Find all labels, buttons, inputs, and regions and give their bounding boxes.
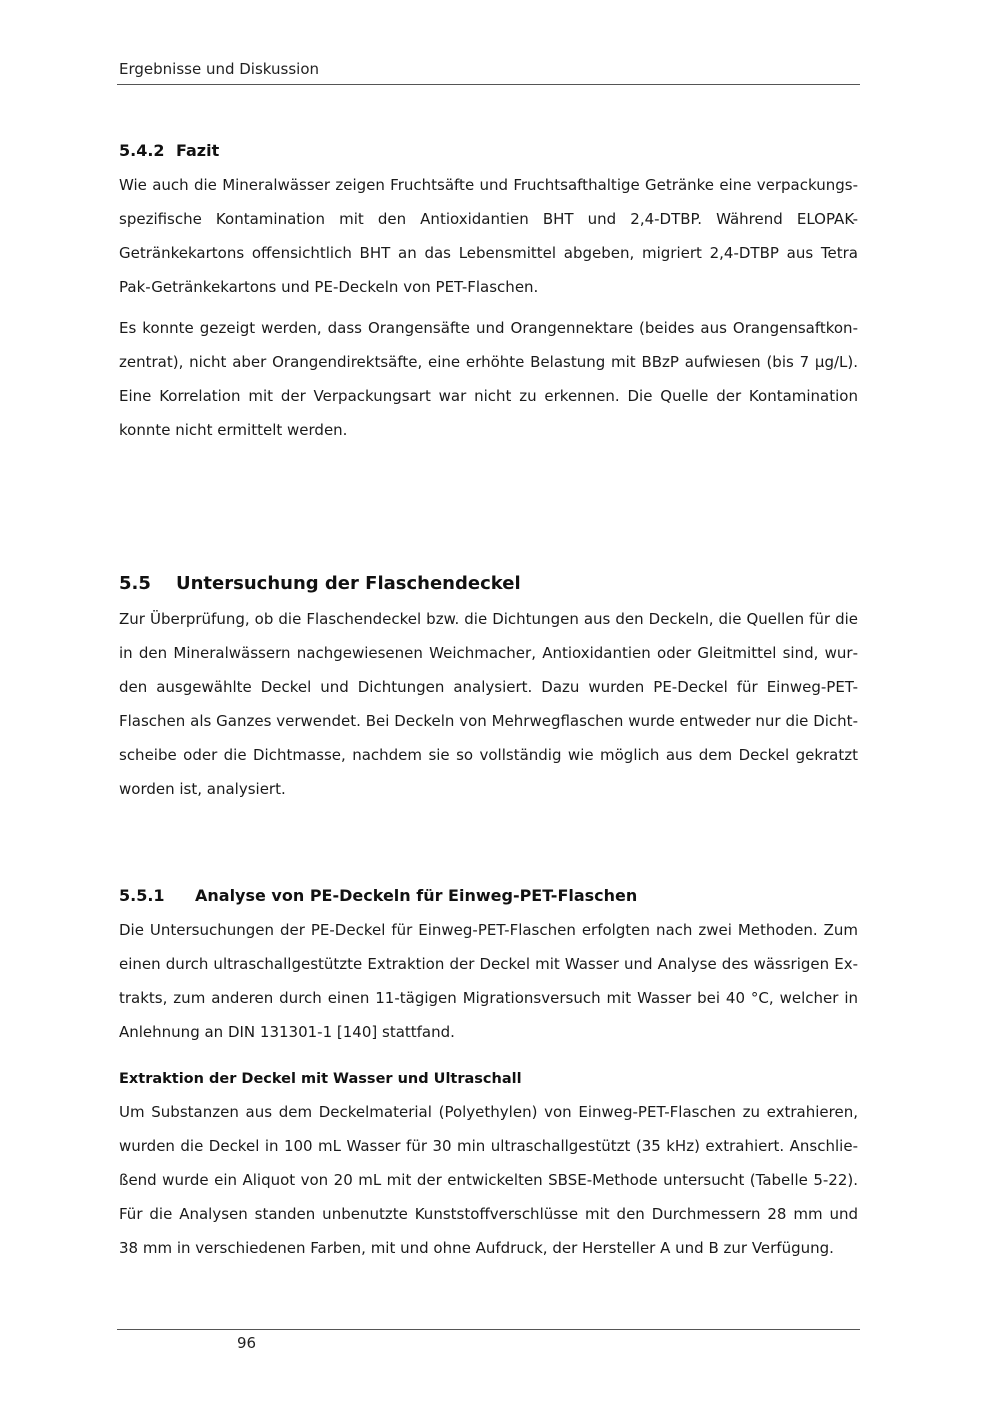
paragraph: Zur Überprüfung, ob die Flaschendeckel bzw. die Dichtungen aus den Deckeln, die Quellen für die in den Mineralwässern nachgewiesenen Weichmacher, Antioxidantien oder Gleitmittel sind, wurden ausgewählte Deckel und Dichtungen analysiert. Dazu wurden PE-Deckel für Einweg-PET-Flaschen als Ganzes verwendet. Bei Deckeln von Mehrwegflaschen wurde entweder nur die Dichtscheibe oder die Dichtmasse, nachdem sie so vollständig wie möglich aus dem Deckel gekratzt worden ist, analysiert. — [119, 610, 858, 798]
section-heading-5-4-2 — [119, 141, 858, 160]
section-number: 5.5 — [119, 573, 151, 594]
header-divider — [117, 84, 860, 85]
paragraph: Um Substanzen aus dem Deckelmaterial (Polyethylen) von Einweg-PET-Flaschen zu extrahieren, wurden die Deckel in 100 mL Wasser für 30 min ultraschallgestützt (35 kHz) extrahiert. Anschließend wurde ein Aliquot von 20 mL mit der entwickelten SBSE-Methode untersucht (Tabelle 5-22). Für die Analysen standen unbenutzte Kunststoffverschlüsse mit den Durchmessern 28 mm und 38 mm in verschiedenen Farben, mit und ohne Aufdruck, der Hersteller A und B zur Verfügung. — [119, 1103, 858, 1257]
section-heading-5-5 — [119, 573, 858, 594]
section-title: Analyse von PE-Deckeln für Einweg-PET-Flaschen — [195, 886, 638, 905]
paragraph: Die Untersuchungen der PE-Deckel für Einweg-PET-Flaschen erfolgten nach zwei Methoden. Zum einen durch ultraschallgestützte Extraktion der Deckel mit Wasser und Analyse des wässrigen Extrakts, zum anderen durch einen 11-tägigen Migrationsversuch mit Wasser bei 40 °C, welcher in Anlehnung an DIN 131301-1 [140] stattfand. — [119, 921, 858, 1041]
paragraph-heading-extraction: Extraktion der Deckel mit Wasser und Ultraschall — [119, 1071, 522, 1087]
footer-divider — [117, 1329, 860, 1330]
paragraph: Es konnte gezeigt werden, dass Orangensäfte und Orangennektare (beides aus Orangensaftkonzentrat), nicht aber Orangendirektsäfte, eine erhöhte Belastung mit BBzP aufwiesen (bis 7 µg/L). Eine Korrelation mit der Verpackungsart war nicht zu erkennen. Die Quelle der Kontamination konnte nicht ermittelt werden. — [119, 319, 858, 439]
section-heading-5-5-1 — [119, 886, 858, 905]
section-number: 5.5.1 — [119, 886, 165, 905]
page-content — [119, 141, 858, 1265]
section-title: Fazit — [176, 141, 220, 160]
page-number: 96 — [237, 1334, 257, 1352]
section-title: Untersuchung der Flaschendeckel — [176, 573, 521, 594]
running-header: Ergebnisse und Diskussion — [119, 60, 320, 78]
paragraph: Wie auch die Mineralwässer zeigen Fruchtsäfte und Fruchtsafthaltige Getränke eine verpackungsspezifische Kontamination mit den Antioxidantien BHT und 2,4-DTBP. Während ELOPAK-Getränkekartons offensichtlich BHT an das Lebensmittel abgeben, migriert 2,4-DTBP aus Tetra Pak-Getränkekartons und PE-Deckeln von PET-Flaschen. — [119, 176, 858, 296]
section-number: 5.4.2 — [119, 141, 165, 160]
